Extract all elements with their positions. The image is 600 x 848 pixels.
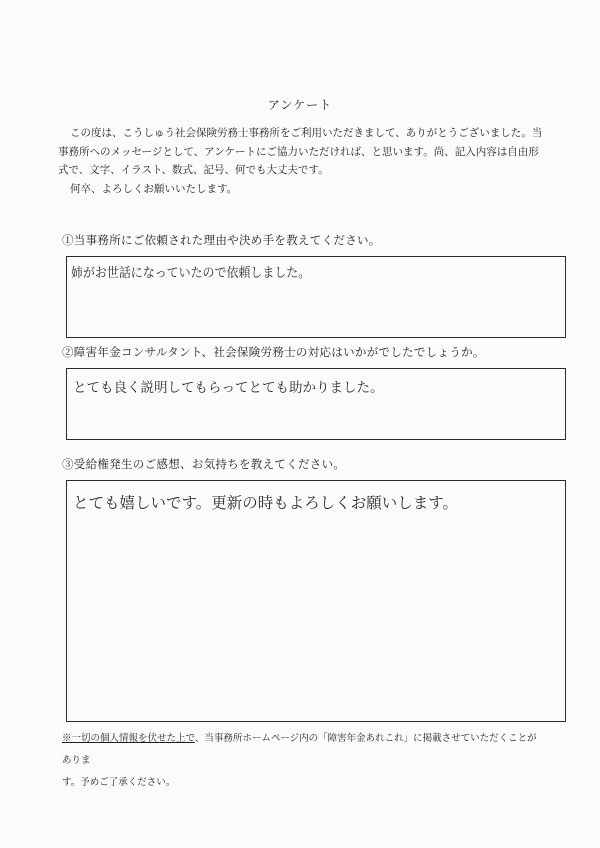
intro-text: [58, 124, 548, 198]
answer-2-handwriting: とても良く説明してもらってとても助かりました。: [73, 380, 384, 396]
answer-1-handwriting: 姉がお世話になっていたので依頼しました。: [71, 266, 311, 281]
answer-1-box: [66, 256, 566, 338]
question-1-label: ①当事務所にご依頼された理由や決め手を教えてください。: [62, 233, 381, 247]
privacy-note-line-1: 、当事務所ホームページ内の「障害年金あれこれ」に掲載させていただくことがありま: [62, 733, 537, 766]
question-2-label: ②障害年金コンサルタント、社会保険労務士の対応はいかがでしたでしょうか。: [62, 345, 485, 359]
intro-paragraph-2: 何卒、よろしくお願いいたします。: [70, 182, 238, 195]
question-3-label: ③受給権発生のご感想、お気持ちを教えてください。: [62, 457, 346, 471]
intro-paragraph-1: この度は、こうしゅう社会保険労務士事務所をご利用いただきまして、ありがとうございました。当事務所へのメッセージとして、アンケートにご協力いただければ、と思います。尚、記入内容は自由形式で、文字、イラスト、数式、記号、何でも大丈夫です。: [58, 127, 543, 176]
answer-3-handwriting: とても嬉しいです。更新の時もよろしくお願いします。: [73, 494, 459, 512]
privacy-note-underlined: ※一切の個人情報を伏せた上で: [62, 733, 195, 744]
answer-3-box: [66, 480, 566, 722]
privacy-note: [62, 728, 542, 794]
page-title: アンケート: [267, 98, 333, 112]
privacy-note-line-2: す。予めご了承ください。: [62, 777, 176, 788]
answer-2-box: [66, 368, 566, 440]
